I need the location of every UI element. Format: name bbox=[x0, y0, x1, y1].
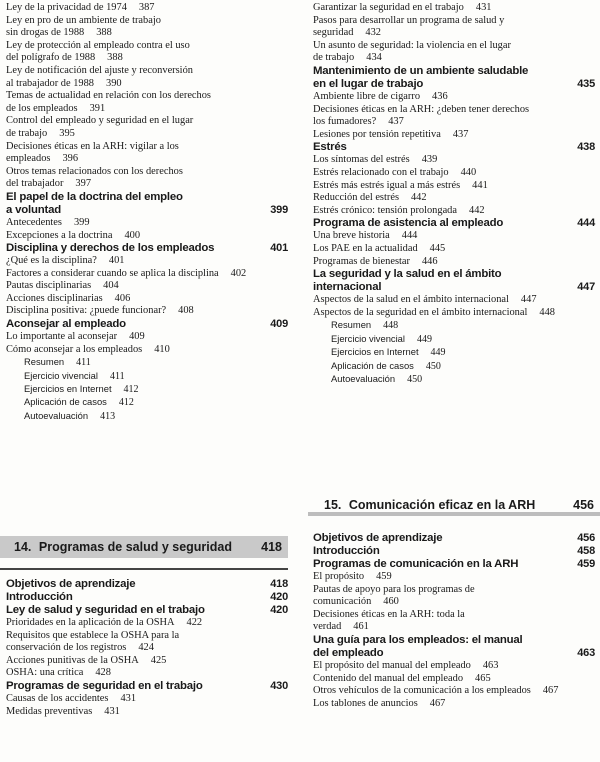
toc-page-number: 436 bbox=[432, 90, 448, 102]
toc-entry-text: conservación de los registros bbox=[6, 642, 127, 654]
toc-entry bbox=[313, 91, 595, 104]
toc-entry-text: Estrés más estrés igual a más estrés bbox=[313, 179, 461, 191]
toc-page-number: 413 bbox=[100, 410, 116, 422]
toc-entry bbox=[6, 115, 288, 140]
toc-page-number: 450 bbox=[407, 373, 423, 385]
toc-page-number: 428 bbox=[95, 667, 111, 679]
toc-entry bbox=[313, 584, 595, 609]
toc-page-number: 441 bbox=[472, 179, 488, 191]
toc-page-number: 442 bbox=[410, 192, 427, 204]
toc-heading-text: Programa de asistencia al empleado bbox=[313, 217, 504, 230]
chapter-number: 14. bbox=[14, 540, 32, 554]
toc-heading bbox=[313, 65, 595, 91]
toc-entry bbox=[313, 294, 595, 307]
toc-page-number: 458 bbox=[577, 545, 595, 557]
toc-page-number: 444 bbox=[401, 230, 418, 242]
toc-page-number: 461 bbox=[353, 621, 369, 633]
toc-entry bbox=[313, 571, 595, 584]
toc-page-number: 460 bbox=[383, 596, 399, 608]
toc-entry-text: de trabajo bbox=[6, 127, 48, 139]
toc-entry-text: Decisiones éticas en la ARH: ¿deben tener derechos bbox=[313, 103, 530, 115]
chapter-15-rule bbox=[308, 512, 600, 516]
toc-page-number: 401 bbox=[270, 242, 288, 255]
toc-heading-text: del empleado bbox=[313, 646, 384, 659]
toc-page-number: 412 bbox=[118, 397, 134, 409]
toc-section-ch13-end bbox=[6, 2, 288, 423]
toc-heading-text: El papel de la doctrina del empleo bbox=[6, 190, 183, 203]
toc-subentry bbox=[6, 410, 288, 423]
toc-page-number: 430 bbox=[270, 679, 288, 692]
toc-page-number: 450 bbox=[425, 360, 441, 372]
toc-heading bbox=[6, 578, 288, 591]
toc-page-number: 447 bbox=[577, 281, 595, 294]
toc-entry-text: Otros temas relacionados con los derechos bbox=[6, 165, 183, 177]
toc-page-number: 388 bbox=[96, 27, 112, 39]
toc-entry-text: Decisiones éticas en la ARH: toda la bbox=[313, 608, 465, 620]
toc-entry-text: Ejercicios en Internet bbox=[331, 346, 419, 358]
toc-entry bbox=[313, 2, 595, 15]
toc-page-number: 449 bbox=[430, 347, 446, 359]
toc-entry bbox=[6, 15, 288, 40]
toc-entry-text: Los síntomas del estrés bbox=[313, 154, 410, 166]
toc-entry bbox=[313, 15, 595, 40]
toc-page-number: 439 bbox=[421, 154, 438, 166]
toc-entry-text: OSHA: una crítica bbox=[6, 667, 84, 679]
toc-entry-text: Ambiente libre de cigarro bbox=[313, 90, 421, 102]
toc-entry-text: verdad bbox=[313, 621, 342, 633]
toc-entry-text: Ejercicio vivencial bbox=[331, 332, 405, 344]
toc-heading bbox=[6, 318, 288, 331]
toc-entry-text: Una breve historia bbox=[313, 230, 390, 242]
toc-entry bbox=[6, 166, 288, 191]
toc-entry-text: Pautas disciplinarias bbox=[6, 280, 92, 292]
toc-entry bbox=[6, 305, 288, 318]
toc-entry bbox=[6, 344, 288, 357]
toc-entry-text: Antecedentes bbox=[6, 216, 62, 228]
toc-heading-text: Introducción bbox=[313, 545, 380, 557]
toc-page-number: 432 bbox=[365, 27, 381, 39]
toc-heading-text: Ley de salud y seguridad en el trabajo bbox=[6, 604, 205, 616]
toc-entry bbox=[6, 706, 288, 719]
toc-heading-text: Objetivos de aprendizaje bbox=[6, 578, 136, 590]
toc-entry-text: Contenido del manual del empleado bbox=[313, 672, 464, 684]
toc-page-number: 467 bbox=[542, 685, 559, 697]
toc-entry bbox=[313, 167, 595, 180]
toc-entry-text: El propósito bbox=[313, 571, 365, 582]
toc-entry-text: de los empleados bbox=[6, 102, 78, 114]
toc-entry-text: seguridad bbox=[313, 27, 354, 39]
toc-page-number: 409 bbox=[270, 318, 288, 331]
toc-heading-text: Programas de comunicación en la ARH bbox=[313, 558, 519, 570]
toc-entry bbox=[313, 40, 595, 65]
toc-page-number: 434 bbox=[366, 52, 382, 64]
toc-entry-text: Temas de actualidad en relación con los derechos bbox=[6, 90, 211, 102]
toc-entry-text: comunicación bbox=[313, 596, 372, 608]
toc-heading bbox=[313, 545, 595, 558]
toc-entry bbox=[313, 154, 595, 167]
chapter-number: 15. bbox=[324, 498, 342, 512]
toc-heading bbox=[313, 634, 595, 660]
toc-heading bbox=[6, 242, 288, 255]
toc-page-number: 440 bbox=[460, 166, 477, 178]
toc-page-number: 459 bbox=[577, 558, 595, 570]
toc-entry bbox=[6, 65, 288, 90]
toc-entry-text: Ley de notificación del ajuste y reconversión bbox=[6, 64, 193, 76]
toc-page-number: 437 bbox=[388, 116, 404, 128]
toc-subentry bbox=[6, 370, 288, 383]
toc-heading bbox=[6, 604, 288, 617]
toc-entry-text: Pautas de apoyo para los programas de bbox=[313, 583, 475, 595]
toc-entry bbox=[6, 280, 288, 293]
toc-page-number: 448 bbox=[383, 320, 399, 332]
toc-entry-text: Ley de protección al empleado contra el uso bbox=[6, 39, 190, 51]
toc-page-number: 447 bbox=[520, 294, 537, 306]
toc-page-number: 425 bbox=[150, 654, 167, 666]
toc-entry bbox=[6, 693, 288, 706]
toc-page-number: 420 bbox=[270, 604, 288, 616]
toc-page-number: 404 bbox=[103, 280, 119, 292]
toc-entry-text: Los tablones de anuncios bbox=[313, 697, 418, 709]
toc-heading bbox=[313, 141, 595, 154]
toc-entry-text: Garantizar la seguridad en el trabajo bbox=[313, 2, 464, 13]
toc-page-number: 431 bbox=[120, 692, 137, 704]
toc-page-number: 418 bbox=[270, 578, 288, 590]
toc-entry-text: Medidas preventivas bbox=[6, 705, 93, 717]
toc-page-number: 420 bbox=[270, 591, 288, 603]
toc-subentry bbox=[6, 396, 288, 409]
toc-entry bbox=[313, 673, 595, 686]
toc-page-number: 463 bbox=[577, 646, 595, 659]
toc-entry-text: Lesiones por tensión repetitiva bbox=[313, 128, 441, 140]
toc-page-number: 396 bbox=[62, 153, 79, 165]
toc-page-number: 412 bbox=[123, 384, 139, 396]
toc-entry bbox=[313, 180, 595, 193]
toc-entry-text: Aspectos de la salud en el ámbito internacional bbox=[313, 294, 509, 306]
toc-entry-text: Ley de la privacidad de 1974 bbox=[6, 2, 127, 13]
toc-entry-text: Aplicación de casos bbox=[331, 359, 414, 371]
toc-subentry bbox=[313, 346, 595, 359]
toc-entry-text: ¿Qué es la disciplina? bbox=[6, 255, 97, 267]
toc-entry bbox=[313, 307, 595, 320]
toc-page-number: 400 bbox=[124, 229, 141, 241]
toc-heading-text: Programas de seguridad en el trabajo bbox=[6, 679, 203, 692]
toc-entry-text: de trabajo bbox=[313, 52, 355, 64]
toc-page-number: 444 bbox=[577, 217, 595, 230]
toc-entry bbox=[313, 230, 595, 243]
toc-heading-text: Estrés bbox=[313, 141, 347, 154]
toc-entry-text: Aplicación de casos bbox=[24, 396, 107, 408]
toc-subentry bbox=[313, 333, 595, 346]
toc-heading-text: Introducción bbox=[6, 591, 73, 603]
toc-page-number: 390 bbox=[106, 77, 122, 89]
toc-entry bbox=[313, 192, 595, 205]
toc-page-number: 422 bbox=[186, 617, 203, 628]
toc-page-number: 409 bbox=[129, 331, 145, 343]
toc-entry-text: Los PAE en la actualidad bbox=[313, 242, 418, 254]
toc-page-number: 449 bbox=[416, 333, 432, 345]
toc-entry-text: Ley en pro de un ambiente de trabajo bbox=[6, 14, 161, 26]
toc-page-number: 411 bbox=[109, 370, 125, 382]
toc-entry-text: sin drogas de 1988 bbox=[6, 27, 85, 39]
toc-heading-text: La seguridad y la salud en el ámbito bbox=[313, 268, 502, 281]
toc-entry bbox=[6, 141, 288, 166]
toc-page-number: 448 bbox=[539, 306, 555, 318]
toc-entry bbox=[313, 698, 595, 711]
toc-entry-text: Aspectos de la seguridad en el ámbito internacional bbox=[313, 306, 528, 318]
toc-heading bbox=[6, 680, 288, 693]
toc-subentry bbox=[313, 360, 595, 373]
toc-page-number: 463 bbox=[482, 659, 499, 671]
toc-page-number: 401 bbox=[108, 255, 125, 267]
toc-entry-text: Control del empleado y seguridad en el lugar bbox=[6, 115, 194, 127]
toc-entry bbox=[313, 685, 595, 698]
toc-entry-text: del polígrafo de 1988 bbox=[6, 52, 96, 64]
toc-entry-text: Disciplina positiva: ¿puede funcionar? bbox=[6, 305, 167, 317]
toc-page-number: 395 bbox=[59, 127, 75, 139]
toc-entry-text: Factores a considerar cuando se aplica la disciplina bbox=[6, 267, 219, 279]
toc-heading bbox=[313, 217, 595, 230]
toc-entry-text: Ejercicios en Internet bbox=[24, 383, 112, 395]
toc-entry bbox=[6, 217, 288, 230]
toc-entry-text: del trabajador bbox=[6, 178, 64, 190]
toc-page-number: 442 bbox=[469, 204, 485, 216]
toc-entry-text: Prioridades en la aplicación de la OSHA bbox=[6, 617, 175, 628]
toc-page-number: 438 bbox=[577, 141, 595, 154]
toc-entry-text: Pasos para desarrollar un programa de salud y bbox=[313, 14, 505, 26]
toc-heading-text: Disciplina y derechos de los empleados bbox=[6, 242, 215, 255]
toc-page-number: 445 bbox=[429, 242, 446, 254]
toc-entry-text: empleados bbox=[6, 153, 51, 165]
toc-entry-text: Otros vehículos de la comunicación a los empleados bbox=[313, 685, 531, 697]
toc-heading-text: Una guía para los empleados: el manual bbox=[313, 633, 523, 646]
toc-page-number: 399 bbox=[73, 216, 90, 228]
toc-subentry bbox=[313, 319, 595, 332]
toc-entry-text: Autoevaluación bbox=[24, 409, 89, 421]
toc-entry-text: Estrés crónico: tensión prolongada bbox=[313, 204, 457, 216]
toc-entry bbox=[6, 655, 288, 668]
chapter-page: 456 bbox=[573, 498, 594, 512]
toc-heading bbox=[6, 591, 288, 604]
toc-entry-text: Resumen bbox=[24, 356, 65, 368]
toc-entry-text: Autoevaluación bbox=[331, 372, 396, 384]
toc-entry-text: Decisiones éticas en la ARH: vigilar a los bbox=[6, 140, 179, 152]
toc-page-number: 446 bbox=[421, 255, 438, 267]
toc-page-number: 408 bbox=[178, 305, 194, 317]
toc-subentry bbox=[6, 383, 288, 396]
toc-entry-text: El propósito del manual del empleado bbox=[313, 659, 471, 671]
toc-page-number: 456 bbox=[577, 532, 595, 544]
toc-entry bbox=[313, 129, 595, 142]
toc-page-number: 437 bbox=[452, 128, 469, 140]
toc-entry-text: Un asunto de seguridad: la violencia en el lugar bbox=[313, 39, 511, 51]
toc-entry-text: Reducción del estrés bbox=[313, 192, 399, 204]
toc-entry bbox=[313, 660, 595, 673]
toc-entry-text: Acciones disciplinarias bbox=[6, 292, 103, 304]
toc-heading-text: Mantenimiento de un ambiente saludable bbox=[313, 64, 529, 77]
toc-entry bbox=[313, 205, 595, 218]
chapter-title: Comunicación eficaz en la ARH bbox=[348, 498, 536, 512]
toc-entry bbox=[6, 667, 288, 680]
toc-entry-text: los fumadores? bbox=[313, 116, 377, 128]
toc-page-number: 431 bbox=[475, 2, 492, 13]
toc-page-number: 435 bbox=[577, 77, 595, 90]
toc-heading bbox=[6, 191, 288, 217]
toc-entry-text: al trabajador de 1988 bbox=[6, 77, 94, 89]
toc-entry bbox=[6, 630, 288, 655]
toc-page-number: 410 bbox=[154, 343, 170, 355]
toc-entry bbox=[313, 104, 595, 129]
toc-section-ch14 bbox=[6, 578, 288, 718]
toc-heading bbox=[313, 558, 595, 571]
toc-page-number: 399 bbox=[270, 203, 288, 216]
toc-entry bbox=[6, 617, 288, 630]
toc-heading-text: a voluntad bbox=[6, 203, 61, 216]
toc-page-number: 388 bbox=[107, 52, 123, 64]
toc-entry bbox=[6, 293, 288, 306]
toc-page-number: 402 bbox=[230, 267, 247, 279]
chapter-14-heading bbox=[0, 536, 288, 558]
toc-page-number: 391 bbox=[89, 102, 106, 114]
toc-heading-text: Aconsejar al empleado bbox=[6, 318, 126, 331]
toc-page-number: 387 bbox=[138, 2, 155, 13]
toc-heading bbox=[313, 532, 595, 545]
toc-entry bbox=[6, 230, 288, 243]
toc-entry bbox=[313, 609, 595, 634]
toc-entry bbox=[6, 268, 288, 281]
toc-entry-text: Programas de bienestar bbox=[313, 255, 410, 267]
toc-entry-text: Cómo aconsejar a los empleados bbox=[6, 343, 143, 355]
toc-entry-text: Resumen bbox=[331, 319, 372, 331]
toc-page-number: 406 bbox=[114, 292, 131, 304]
toc-entry bbox=[6, 40, 288, 65]
toc-heading-text: Objetivos de aprendizaje bbox=[313, 532, 443, 544]
toc-section-ch15 bbox=[313, 532, 595, 710]
toc-page-number: 467 bbox=[429, 697, 446, 709]
toc-subentry bbox=[6, 356, 288, 369]
chapter-14-rule bbox=[0, 568, 288, 570]
toc-section-ch14-cont bbox=[313, 2, 595, 386]
toc-entry bbox=[313, 256, 595, 269]
toc-entry bbox=[313, 243, 595, 256]
toc-entry-text: Requisitos que establece la OSHA para la bbox=[6, 629, 180, 641]
toc-page-number: 411 bbox=[76, 357, 91, 369]
toc-page-number: 431 bbox=[104, 705, 120, 717]
chapter-title: Programas de salud y seguridad bbox=[38, 540, 232, 554]
toc-entry-text: Lo importante al aconsejar bbox=[6, 331, 118, 343]
toc-entry bbox=[6, 255, 288, 268]
toc-entry-text: Causas de los accidentes bbox=[6, 692, 109, 704]
toc-entry-text: Ejercicio vivencial bbox=[24, 369, 98, 381]
toc-heading-text: internacional bbox=[313, 281, 382, 294]
toc-entry-text: Excepciones a la doctrina bbox=[6, 229, 113, 241]
toc-entry-text: Acciones punitivas de la OSHA bbox=[6, 654, 139, 666]
toc-entry bbox=[6, 331, 288, 344]
toc-page-number: 459 bbox=[376, 571, 392, 582]
chapter-15-heading bbox=[308, 494, 600, 516]
toc-subentry bbox=[313, 373, 595, 386]
toc-page-number: 465 bbox=[475, 672, 491, 684]
toc-entry bbox=[6, 2, 288, 15]
toc-heading-text: en el lugar de trabajo bbox=[313, 77, 424, 90]
toc-page-number: 397 bbox=[75, 178, 92, 190]
toc-page-number: 424 bbox=[138, 642, 154, 654]
toc-entry bbox=[6, 90, 288, 115]
toc-heading bbox=[313, 268, 595, 294]
toc-entry-text: Estrés relacionado con el trabajo bbox=[313, 166, 449, 178]
chapter-page: 418 bbox=[261, 540, 282, 554]
